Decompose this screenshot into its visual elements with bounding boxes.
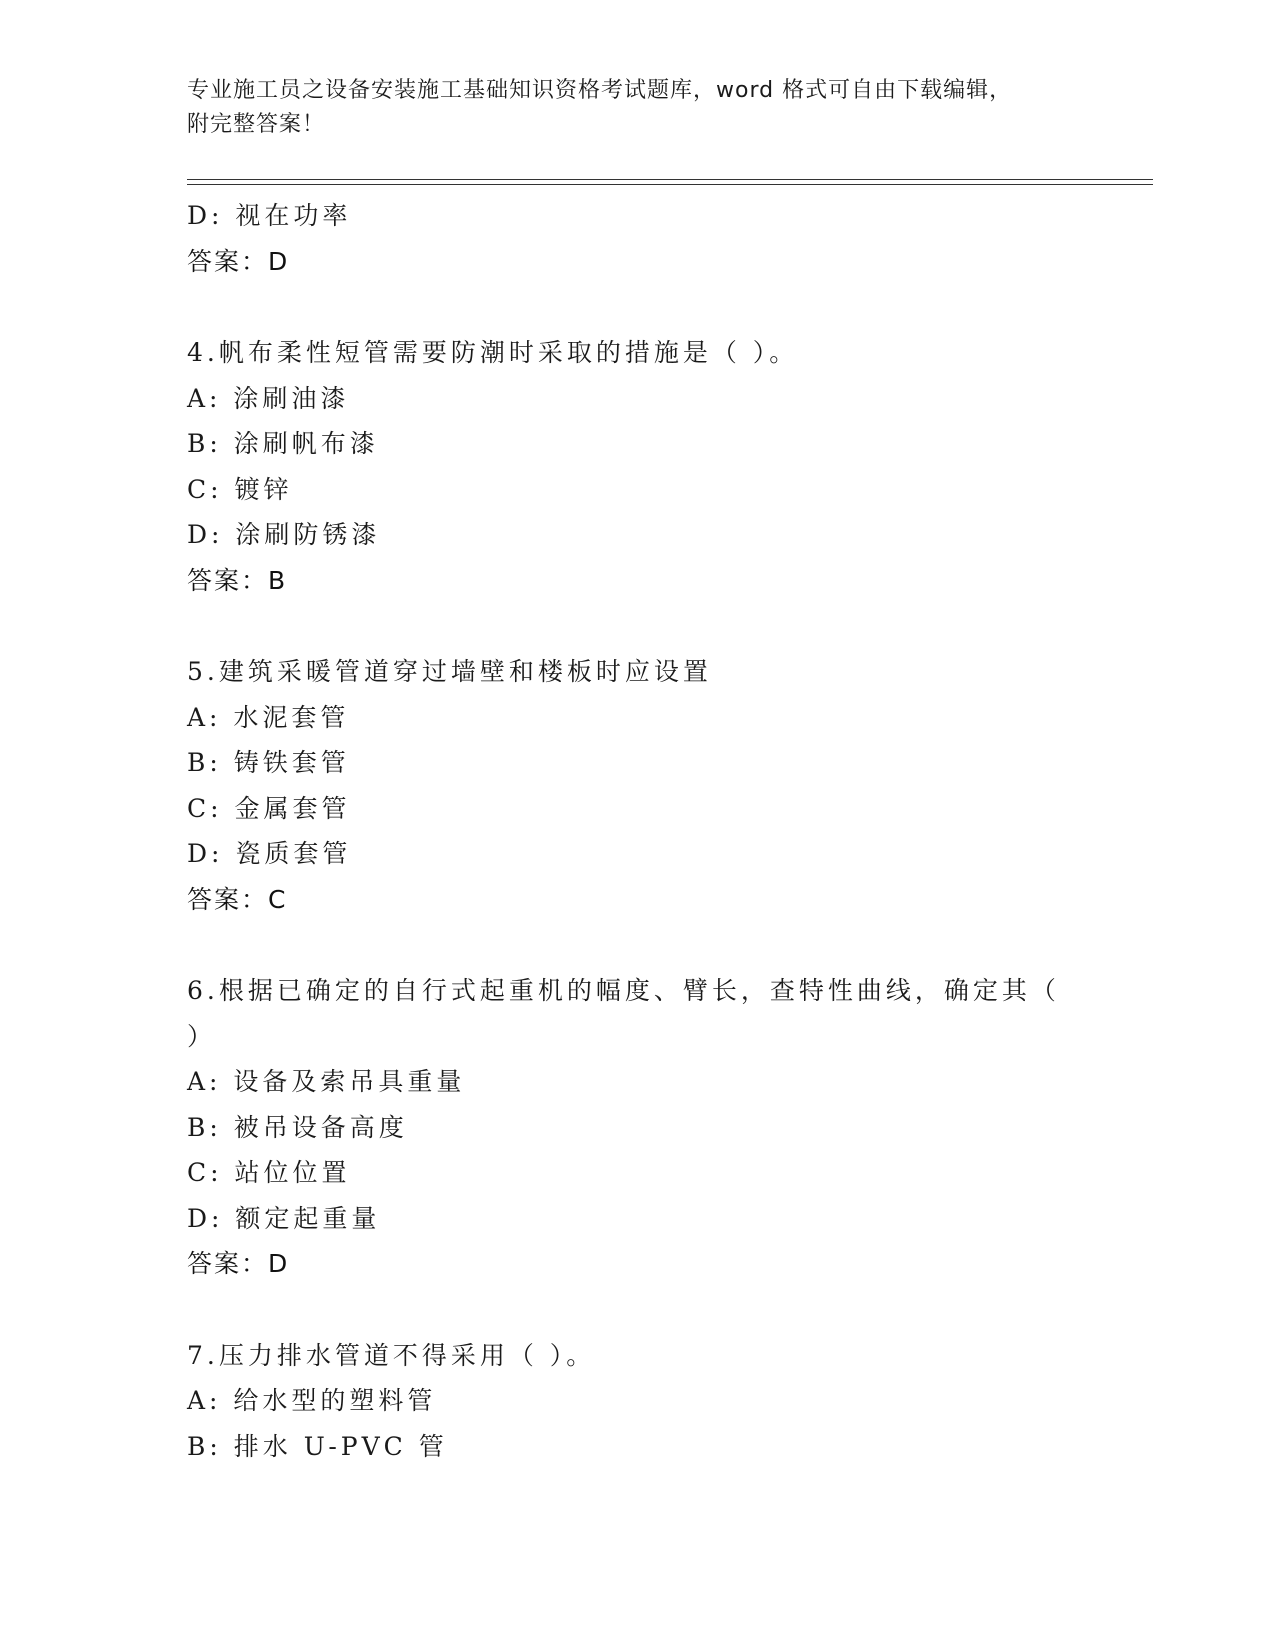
option-d: D: 瓷质套管 (187, 839, 352, 868)
header-divider-bottom (187, 184, 1153, 185)
option-a: A: 给水型的塑料管 (187, 1386, 437, 1415)
question-list (187, 193, 1153, 1469)
spacer (187, 603, 1153, 649)
option-d: D: 涂刷防锈漆 (187, 520, 381, 549)
document-header (187, 74, 1067, 142)
option-d: D: 额定起重量 (187, 1203, 381, 1233)
answer-line: 答案：C (187, 884, 288, 914)
option-c: C: 站位位置 (187, 1158, 351, 1187)
header-title-line-2: 附完整答案！ (187, 112, 326, 137)
answer-line: 答案：D (187, 1249, 290, 1278)
option-d: D: 视在功率 (187, 201, 352, 230)
option-b: B: 涂刷帆布漆 (187, 429, 379, 458)
option-b: B: 排水 U-PVC 管 (187, 1431, 448, 1461)
header-title-line-1: 专业施工员之设备安装施工基础知识资格考试题库，word 格式可自由下载编辑， (187, 78, 1013, 103)
spacer (187, 922, 1153, 968)
option-c: C: 金属套管 (187, 793, 351, 823)
answer-line: 答案：D (187, 246, 290, 276)
question-stem-continuation: ） (187, 1021, 217, 1051)
spacer (187, 284, 1153, 330)
option-b: B: 被吊设备高度 (187, 1112, 408, 1142)
option-b: B: 铸铁套管 (187, 748, 350, 777)
option-c: C: 镀锌 (187, 474, 293, 504)
option-a: A: 水泥套管 (187, 702, 350, 732)
spacer (187, 1287, 1153, 1333)
question-stem: 5.建筑采暖管道穿过墙壁和楼板时应设置 (187, 657, 712, 686)
question-stem: 4.帆布柔性短管需要防潮时采取的措施是（ ）。 (187, 338, 799, 367)
option-a: A: 设备及索吊具重量 (187, 1067, 466, 1096)
question-stem: 7.压力排水管道不得采用（ ）。 (187, 1340, 596, 1370)
answer-line: 答案：B (187, 565, 288, 595)
option-a: A: 涂刷油漆 (187, 383, 350, 413)
header-divider-top (187, 179, 1153, 180)
question-stem: 6.根据已确定的自行式起重机的幅度、臂长，查特性曲线，确定其（ (187, 976, 1060, 1005)
